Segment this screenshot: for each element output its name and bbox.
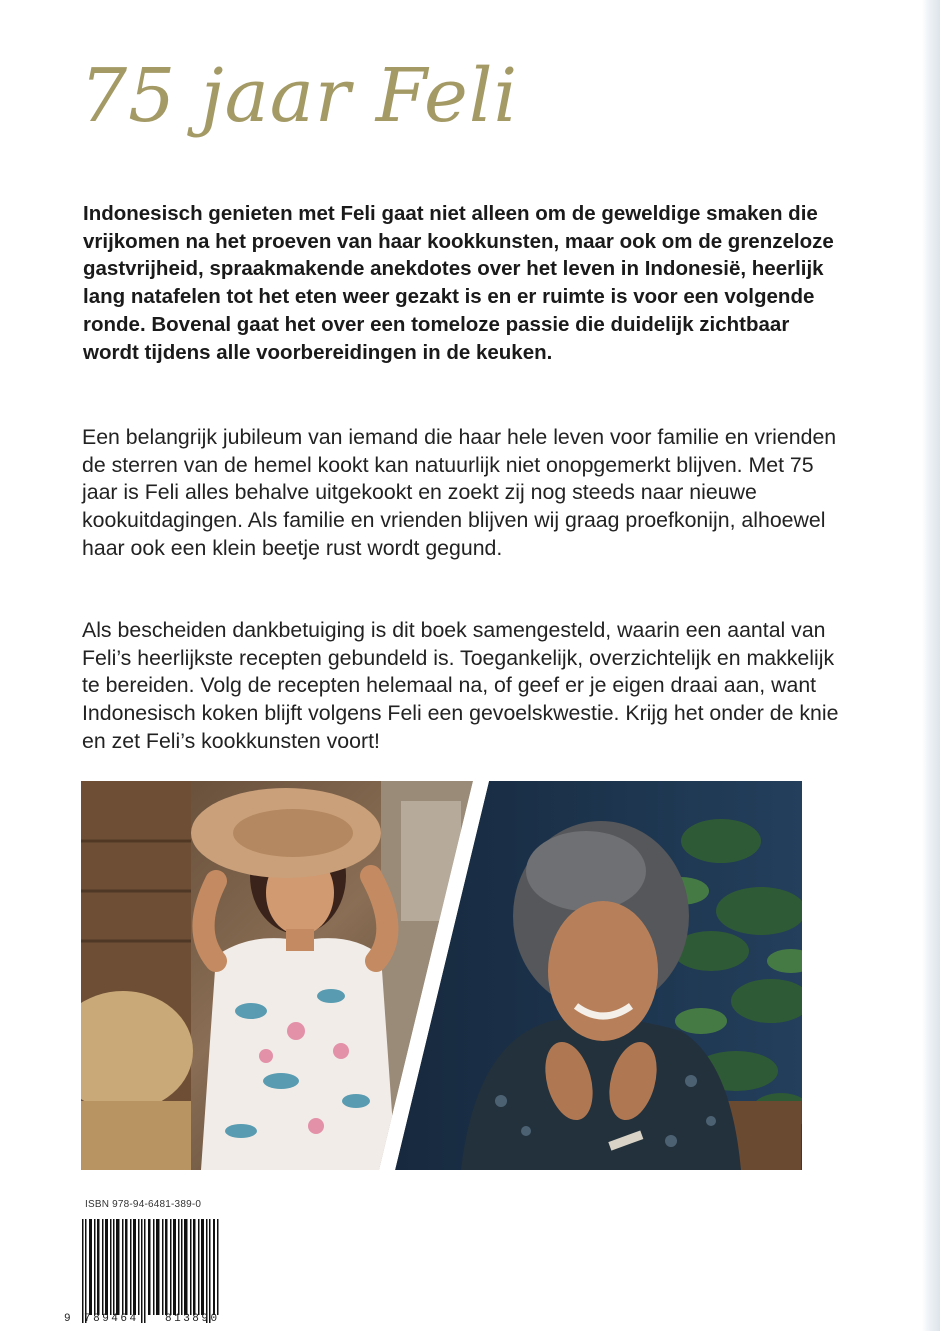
barcode-digit-first: 9 [64,1313,71,1325]
intro-paragraph: Indonesisch genieten met Feli gaat niet alleen om de geweldige smaken die vrijkomen na het proeven van haar kookkunsten, maar ook om de grenzeloze gastvrijheid, spraakmakende anekdotes over het leven in Indonesië, heerlijk lang natafelen tot het eten weer gezakt is en er ruimte is voor een volgende ronde. Bovenal gaat het over een tomeloze passie die duidelijk zichtbaar wordt tijdens alle voorbereidingen in de keuken. [83,202,834,364]
barcode-digits-left: 789464 [84,1313,139,1325]
body-paragraph-2: Als bescheiden dankbetuiging is dit boek samengesteld, waarin een aantal van Feli’s heerlijkste recepten gebundeld is. Toegankelijk, overzichtelijk en makkelijk te bereiden. Volg de recepten helemaal na, of geef er je eigen draai aan, want Indonesisch koken blijft volgens Feli een gevoelskwestie. Krijg het onder de knie en zet Feli’s kookkunsten voort! [82,618,839,753]
barcode-digits-right: 813890 [165,1313,220,1325]
book-title: 75 jaar Feli [80,53,519,139]
body-paragraph-1: Een belangrijk jubileum van iemand die haar hele leven voor familie en vrienden de sterren van de hemel kookt kan natuurlijk niet onopgemerkt blijven. Met 75 jaar is Feli alles behalve uitgekookt en zoekt zij nog steeds naar nieuwe kookuitdagingen. Als familie en vrienden blijven wij graag proefkonijn, alhoewel haar ook een klein beetje rust wordt gegund. [82,425,837,560]
photo-collage [81,781,802,1170]
page-edge [922,0,940,1331]
isbn-label: ISBN 978-94-6481-389-0 [85,1199,202,1210]
